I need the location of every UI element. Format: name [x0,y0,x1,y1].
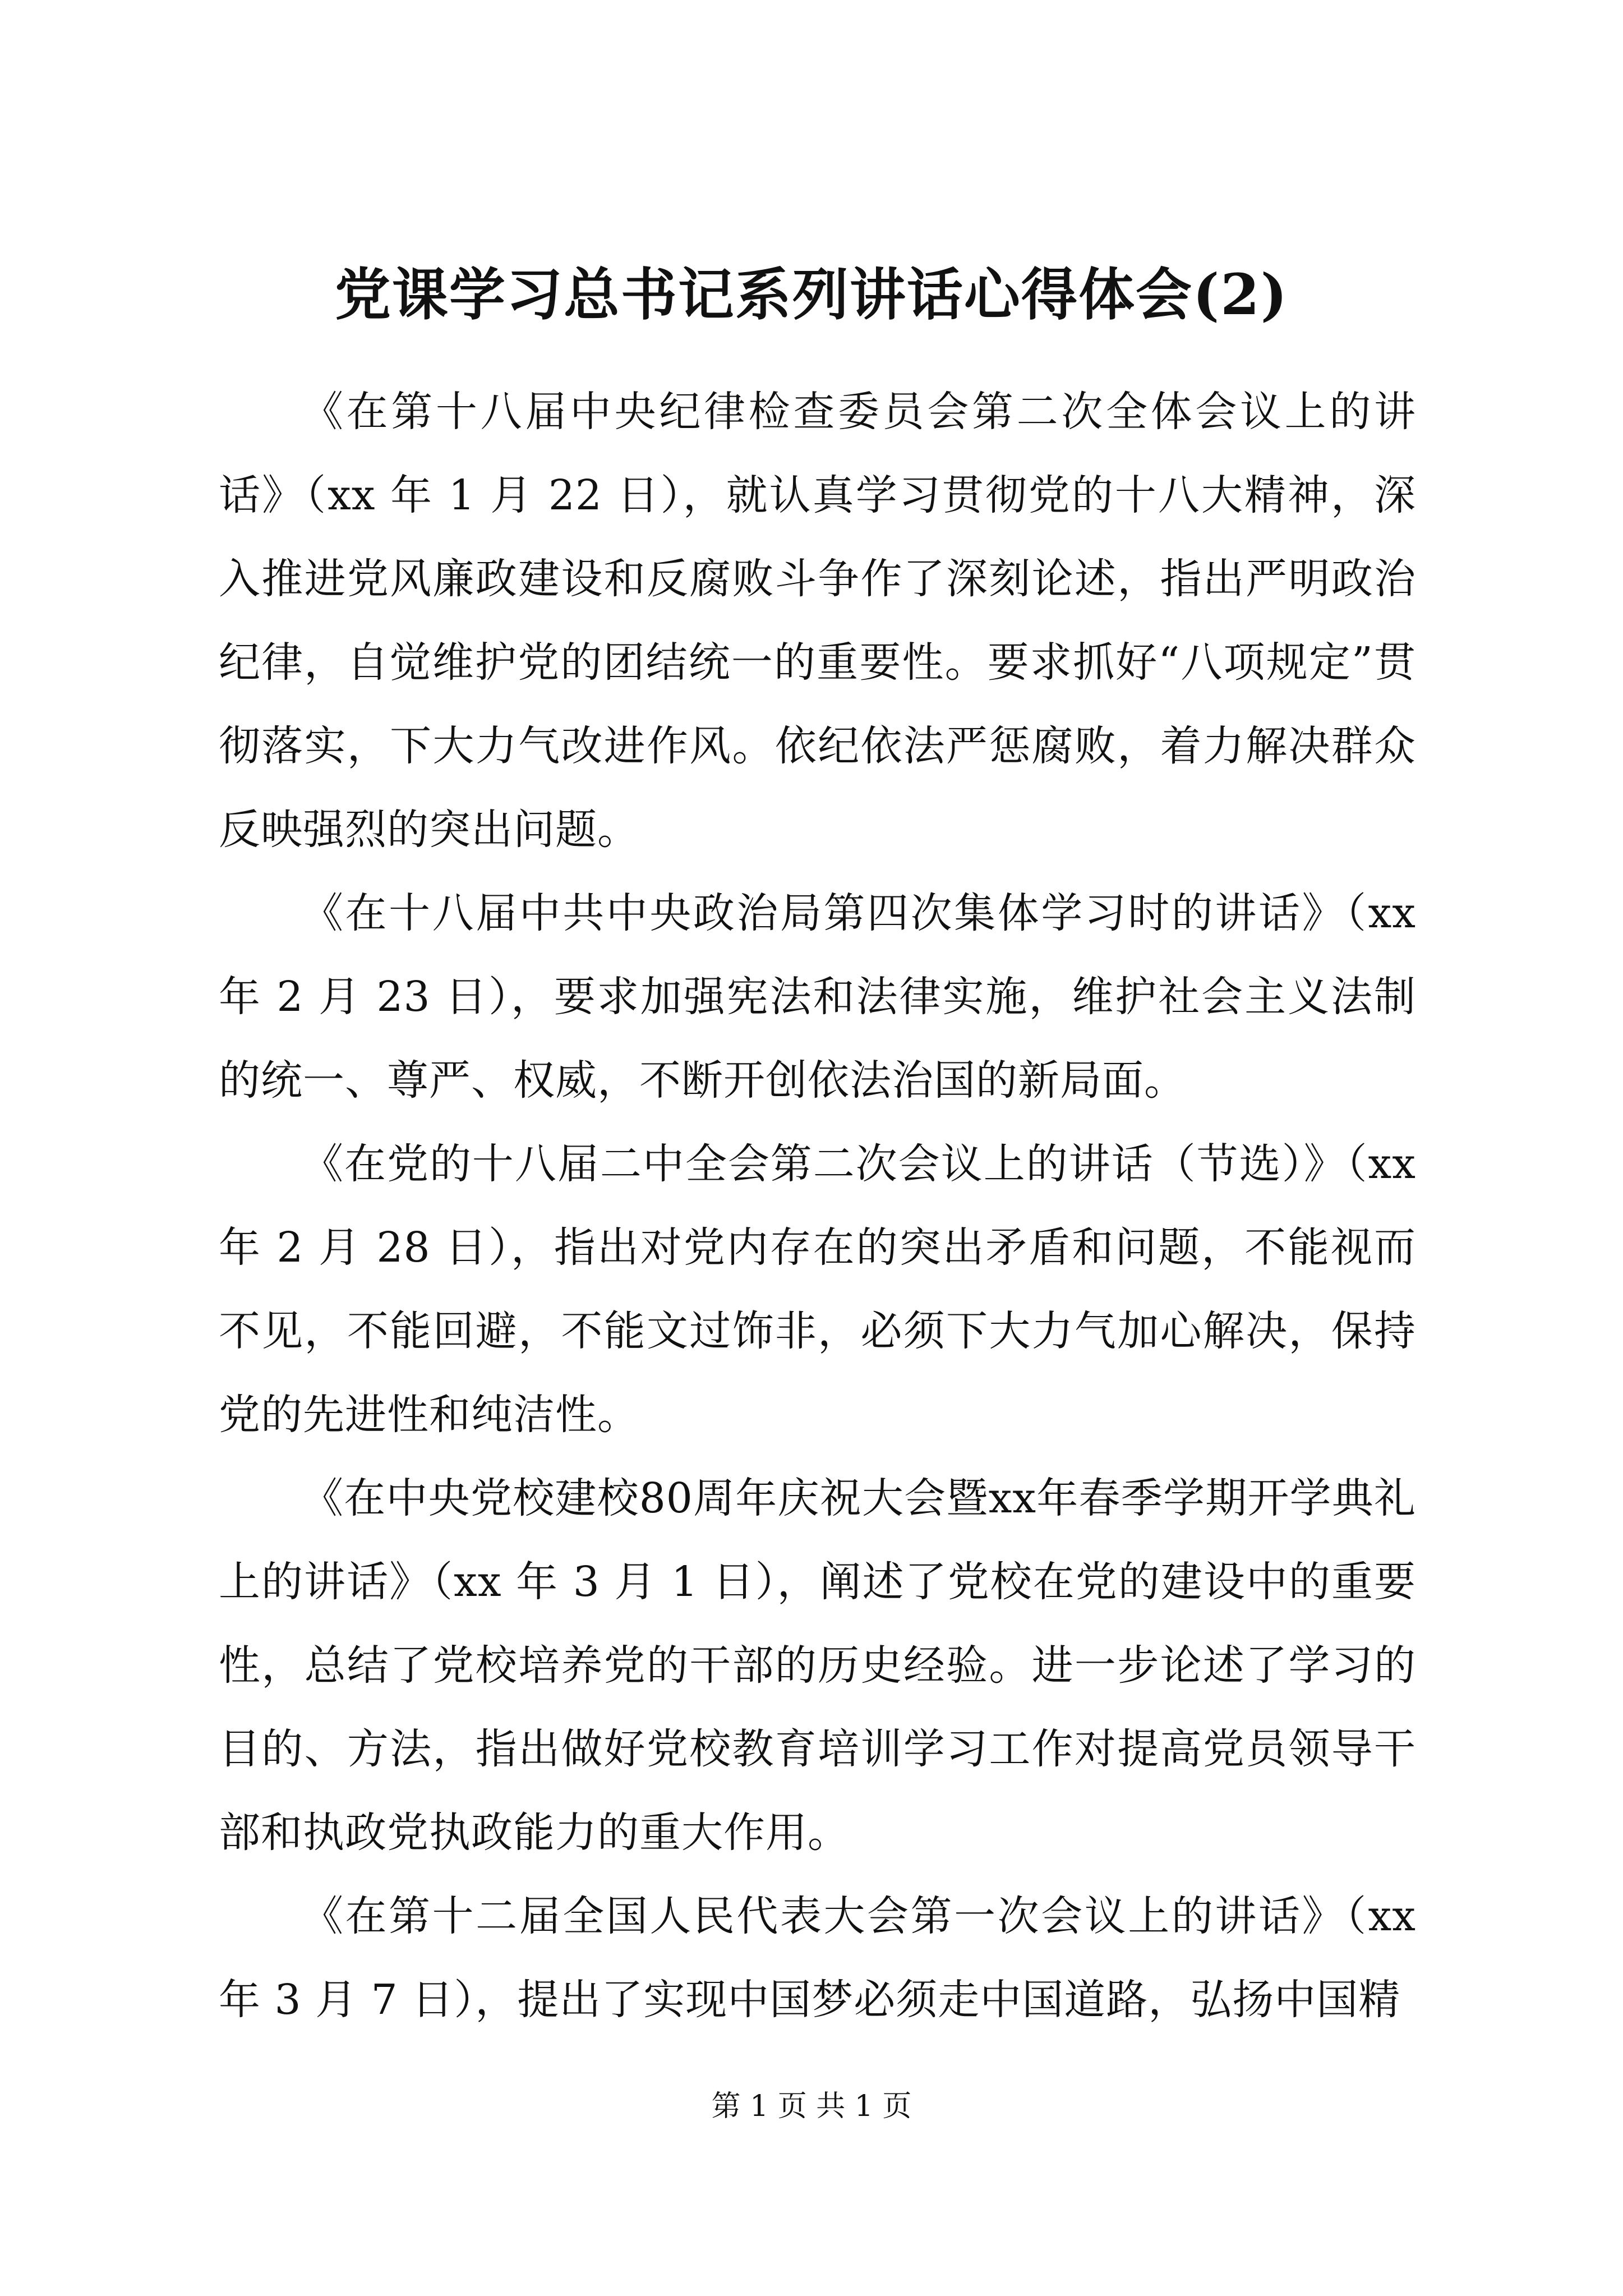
paragraph-4: 《在中央党校建校80周年庆祝大会暨xx年春季学期开学典礼上的讲话》（xx 年 3 月 1 日），阐述了党校在党的建设中的重要性，总结了党校培养党的干部的历史经验。进一步论述了学习的目的、方法，指出做好党校教育培训学习工作对提高党员领导干部和执政党执政能力的重大作用。 [219,1474,1416,1857]
paragraph-5: 《在第十二届全国人民代表大会第一次会议上的讲话》（xx 年 3 月 7 日），提出了实现中国梦必须走中国道路，弘扬中国精 [219,1892,1416,2024]
page-number-footer: 第 1 页 共 1 页 [711,2090,912,2123]
document-title: 党课学习总书记系列讲话心得体会(2) [334,261,1289,328]
paragraph-3: 《在党的十八届二中全会第二次会议上的讲话（节选）》（xx 年 2 月 28 日），指出对党内存在的突出矛盾和问题，不能视而不见，不能回避，不能文过饰非，必须下大力气加心解决，保持党的先进性和纯洁性。 [219,1140,1416,1439]
paragraph-2: 《在十八届中共中央政治局第四次集体学习时的讲话》（xx 年 2 月 23 日），要求加强宪法和法律实施，维护社会主义法制的统一、尊严、权威，不断开创依法治国的新局面。 [219,889,1416,1105]
paragraph-1: 《在第十八届中央纪律检查委员会第二次全体会议上的讲话》（xx 年 1 月 22 日），就认真学习贯彻党的十八大精神，深入推进党风廉政建设和反腐败斗争作了深刻论述，指出严明政治纪律，自觉维护党的团结统一的重要性。要求抓好“八项规定”贯彻落实，下大力气改进作风。依纪依法严惩腐败，着力解决群众反映强烈的突出问题。 [219,388,1416,854]
document-body [219,370,1416,2042]
